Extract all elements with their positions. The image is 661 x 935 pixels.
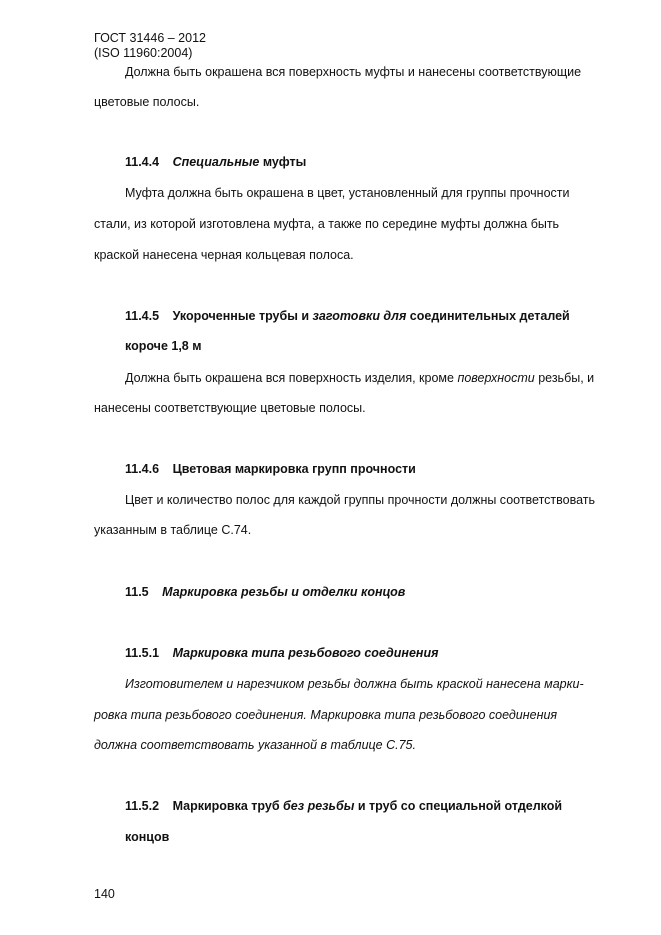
paragraph-line: ровка типа резьбового соединения. Маркировка типа резьбового соединения — [94, 708, 558, 722]
section-heading-11-5-2 — [125, 798, 562, 814]
section-title-italic: заготовки для — [312, 309, 407, 323]
paragraph-line: должна соответствовать указанной в таблице С.75. — [94, 738, 416, 752]
paragraph-line: нанесены соответствующие цветовые полосы. — [94, 401, 366, 415]
paragraph-line: указанным в таблице С.74. — [94, 523, 252, 537]
section-heading-11-4-5 — [125, 308, 570, 324]
section-title-part: Маркировка труб — [172, 799, 284, 813]
text-run-italic: поверхности — [457, 371, 535, 385]
paragraph-line: цветовые полосы. — [94, 95, 200, 109]
section-title: Цветовая маркировка групп прочности — [172, 462, 416, 476]
section-heading-11-4-4 — [125, 154, 306, 170]
paragraph-line: Цвет и количество полос для каждой группы прочности должны соответствовать — [125, 493, 596, 507]
paragraph-line: Изготовителем и нарезчиком резьбы должна быть краской нанесена марки- — [125, 677, 584, 691]
section-number: 11.4.4 — [125, 155, 160, 169]
section-title-part: Укороченные трубы и — [172, 309, 313, 323]
section-title-italic: без резьбы — [283, 799, 355, 813]
iso-reference: (ISO 11960:2004) — [94, 46, 193, 60]
section-number: 11.4.5 — [125, 309, 160, 323]
paragraph-line: стали, из которой изготовлена муфта, а также по середине муфты должна быть — [94, 217, 560, 231]
section-title: муфты — [259, 155, 307, 169]
paragraph-line: Должна быть окрашена вся поверхность муфты и нанесены соответствующие — [125, 65, 582, 79]
page-number: 140 — [94, 887, 115, 901]
paragraph-line: Муфта должна быть окрашена в цвет, установленный для группы прочности — [125, 186, 570, 200]
section-heading-continuation: концов — [125, 830, 170, 844]
section-heading-11-5 — [125, 584, 405, 600]
section-title-part: соединительных деталей — [406, 309, 570, 323]
section-number: 11.5.1 — [125, 646, 160, 660]
paragraph-line: краской нанесена черная кольцевая полоса. — [94, 248, 354, 262]
section-number: 11.5 — [125, 585, 149, 599]
section-number: 11.4.6 — [125, 462, 160, 476]
document-code: ГОСТ 31446 – 2012 — [94, 31, 206, 45]
section-heading-11-4-6 — [125, 461, 416, 477]
section-title-italic: Специальные — [172, 155, 260, 169]
section-title-italic: Маркировка типа резьбового соединения — [172, 646, 439, 660]
paragraph-line — [125, 370, 594, 386]
section-title-italic: Маркировка резьбы и отделки концов — [162, 585, 406, 599]
text-run: резьбы, и — [534, 371, 595, 385]
text-run: Должна быть окрашена вся поверхность изделия, кроме — [125, 371, 458, 385]
section-heading-continuation: короче 1,8 м — [125, 339, 202, 353]
section-number: 11.5.2 — [125, 799, 160, 813]
section-heading-11-5-1 — [125, 645, 438, 661]
section-title-part: и труб со специальной отделкой — [354, 799, 563, 813]
